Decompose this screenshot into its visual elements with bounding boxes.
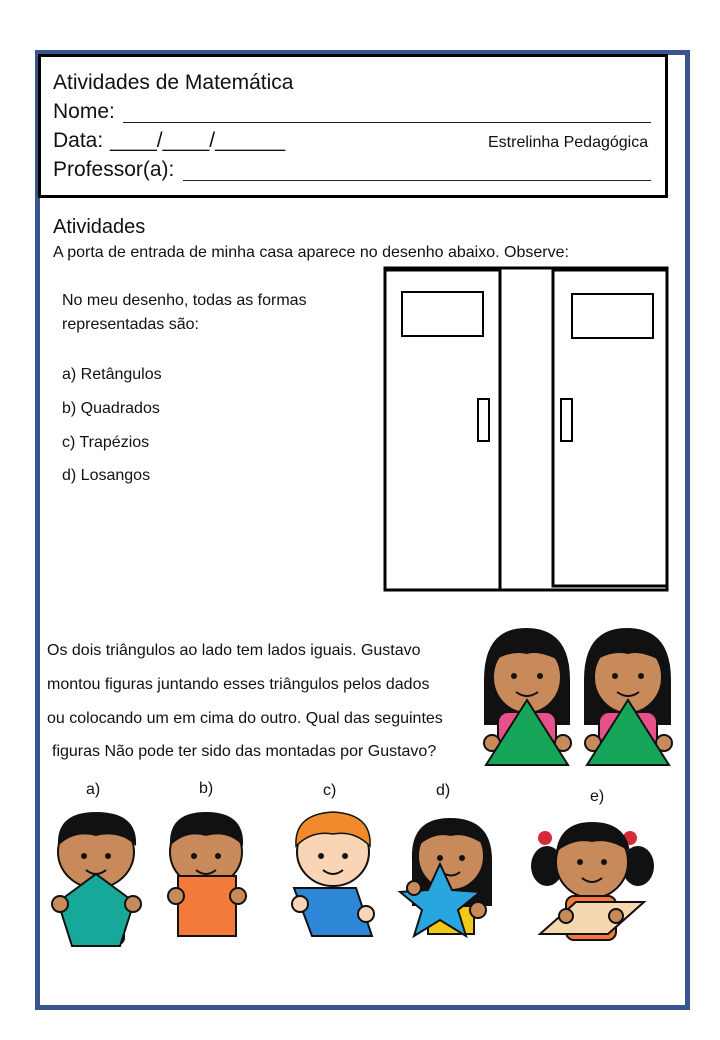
q2-option-e-label[interactable]: e) bbox=[590, 788, 605, 805]
q1-option-d[interactable]: d) Losangos bbox=[62, 467, 151, 484]
teacher-label: Professor(a): bbox=[53, 158, 175, 181]
option-c-boy-trapezoid bbox=[292, 812, 374, 936]
q2-option-b-label[interactable]: b) bbox=[199, 780, 214, 797]
date-label: Data: bbox=[53, 129, 104, 152]
option-b-boy-square bbox=[168, 812, 246, 936]
q1-option-c[interactable]: c) Trapézios bbox=[62, 434, 150, 451]
q1-option-a[interactable]: a) Retângulos bbox=[62, 366, 162, 383]
date-blanks[interactable]: ____/____/______ bbox=[110, 129, 286, 152]
q2-line2: montou figuras juntando esses triângulos pelos dados bbox=[47, 676, 430, 693]
q2-option-d-label[interactable]: d) bbox=[436, 782, 451, 799]
name-label: Nome: bbox=[53, 100, 115, 123]
brand-text: Estrelinha Pedagógica bbox=[488, 134, 649, 151]
q2-line3: ou colocando um em cima do outro. Qual das seguintes bbox=[47, 710, 443, 727]
q2-line4: figuras Não pode ter sido das montadas por Gustavo? bbox=[52, 743, 437, 760]
q2-option-c-label[interactable]: c) bbox=[323, 782, 337, 799]
q1-prompt-line2: representadas são: bbox=[62, 316, 199, 333]
section-intro: A porta de entrada de minha casa aparece no desenho abaixo. Observe: bbox=[53, 244, 569, 261]
q1-prompt-line1: No meu desenho, todas as formas bbox=[62, 292, 307, 309]
q2-line1: Os dois triângulos ao lado tem lados iguais. Gustavo bbox=[47, 642, 421, 659]
section-title: Atividades bbox=[53, 216, 146, 238]
option-a-boy-pentagon bbox=[52, 812, 141, 946]
worksheet-title: Atividades de Matemática bbox=[53, 71, 294, 94]
option-e-girl-rhombus bbox=[531, 822, 654, 940]
q2-option-a-label[interactable]: a) bbox=[86, 781, 101, 798]
q1-option-b[interactable]: b) Quadrados bbox=[62, 400, 160, 417]
option-d-girl-star bbox=[400, 818, 492, 936]
